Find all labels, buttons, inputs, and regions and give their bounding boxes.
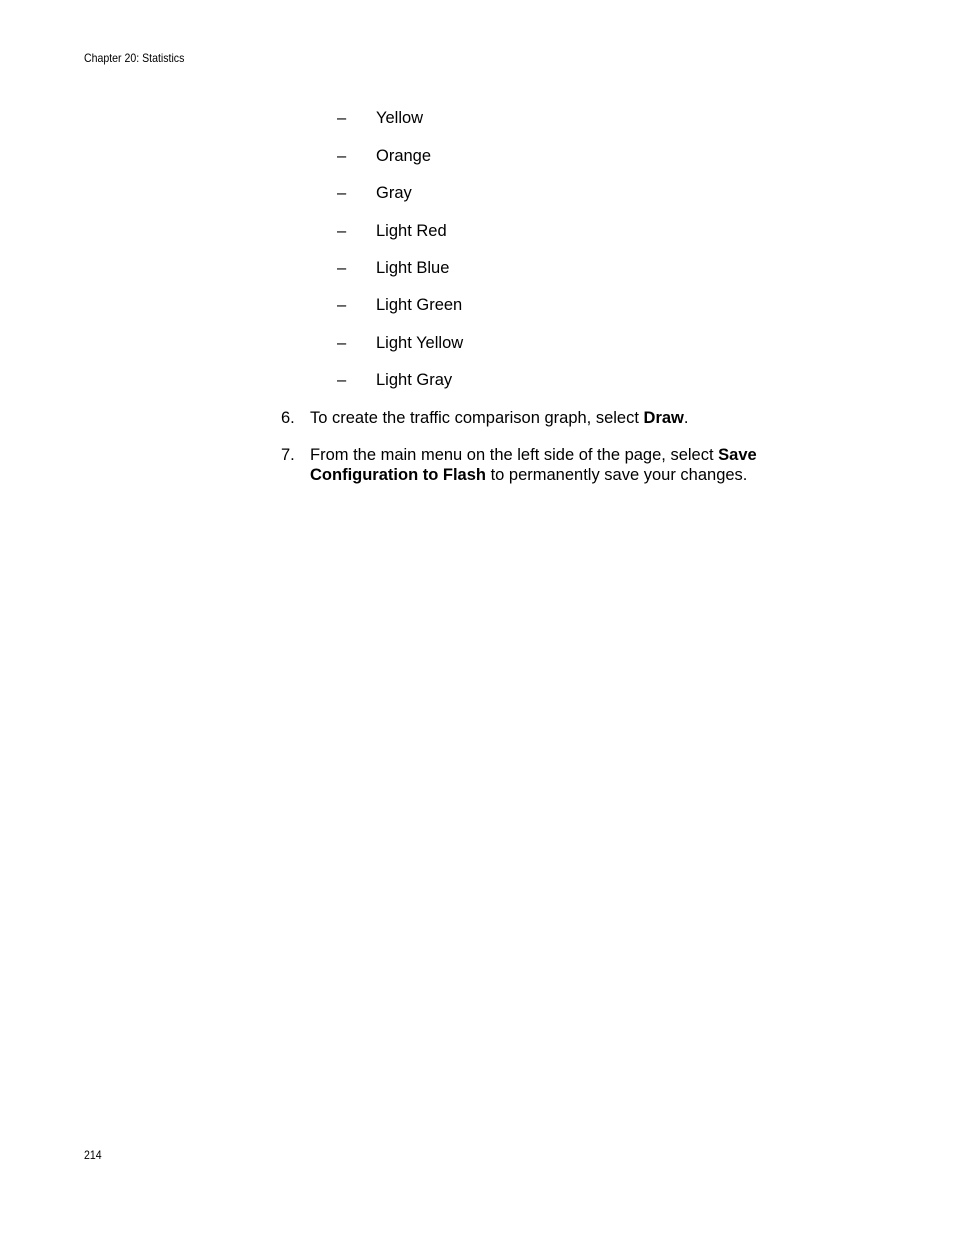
ui-term-save: Save: [718, 446, 757, 464]
running-header: Chapter 20: Statistics: [84, 51, 185, 65]
list-item-label: Light Yellow: [376, 334, 464, 352]
dash-bullet: –: [337, 147, 347, 165]
dash-bullet: –: [337, 222, 347, 240]
step-text: [310, 445, 790, 485]
list-item-label: Light Red: [376, 222, 447, 240]
step-line: [310, 445, 790, 465]
dash-bullet: –: [337, 371, 347, 389]
dash-bullet: –: [337, 259, 347, 277]
list-item-label: Yellow: [376, 109, 424, 127]
dash-bullet: –: [337, 109, 347, 127]
step-number: 7.: [281, 446, 295, 464]
dash-bullet: –: [337, 334, 347, 352]
page-number: 214: [84, 1148, 102, 1162]
list-item-label: Light Blue: [376, 259, 450, 277]
step-text-plain: From the main menu on the left side of the page, select: [310, 446, 719, 464]
step-text-plain: .: [683, 409, 689, 427]
dash-bullet: –: [337, 184, 347, 202]
step-line: [310, 465, 790, 485]
list-item-label: Light Green: [376, 296, 463, 314]
list-item-label: Gray: [376, 184, 412, 202]
step-text: [310, 408, 790, 428]
step-text-plain: to permanently save your changes.: [485, 466, 748, 484]
list-item-label: Light Gray: [376, 371, 453, 389]
ui-term-configuration-to-flash: Configuration to Flash: [310, 466, 486, 484]
step-line: [310, 408, 790, 428]
ui-term-draw: Draw: [643, 409, 684, 427]
dash-bullet: –: [337, 296, 347, 314]
step-text-plain: To create the traffic comparison graph, select: [310, 409, 644, 427]
step-number: 6.: [281, 409, 295, 427]
list-item-label: Orange: [376, 147, 432, 165]
